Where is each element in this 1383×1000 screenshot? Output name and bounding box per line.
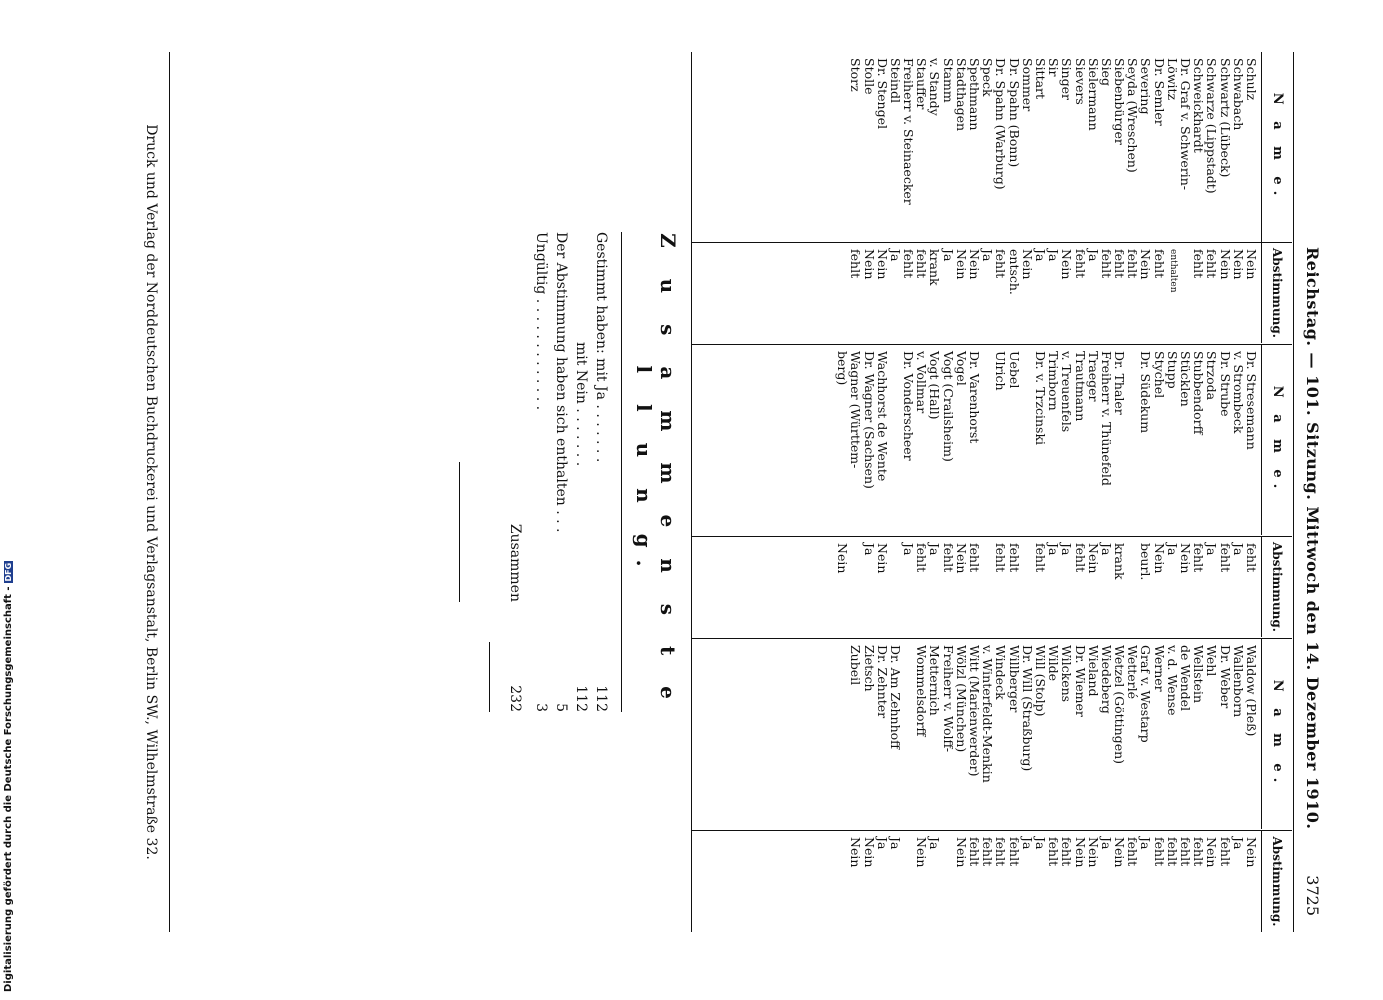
member-name: Stolle (861, 58, 877, 95)
member-name: Stamm (940, 58, 956, 103)
vote-header: Abstimmung. (1261, 537, 1292, 637)
side-note-container (0, 562, 20, 1000)
member-vote: fehlt (1178, 837, 1194, 867)
summary-row (569, 232, 589, 712)
summary-total-value: 232 (507, 685, 523, 712)
printer-footer: Druck und Verlag der Norddeutschen Buchdruckerei und Verlagsanstalt, Berlin SW., Wilhelmstraße 32. (143, 52, 170, 932)
member-name: Witt (Marienwerder) (967, 645, 983, 777)
member-vote: Ja (901, 543, 917, 556)
member-vote (1021, 543, 1034, 631)
member-name: Wachhorst de Wente (874, 351, 890, 482)
member-name: Seyda (Wreschen) (1125, 58, 1141, 173)
member-name: Wetterlé (1125, 645, 1141, 700)
summary-label: Der Abstimmung haben sich enthalten . . . (553, 232, 569, 533)
member-vote: fehlt (1098, 249, 1114, 279)
member-name: Schweickhardt (1191, 58, 1207, 153)
member-vote: Ja (1098, 837, 1114, 850)
member-name: Windeck (993, 645, 1009, 700)
member-vote: fehlt (1006, 837, 1022, 867)
member-name: Waldow (Pleß) (1244, 645, 1259, 737)
member-name: Spethmann (967, 58, 983, 131)
member-name: de Wendel (1178, 645, 1194, 712)
member-vote: fehlt (1204, 249, 1220, 279)
member-name: Severing (1138, 58, 1154, 115)
member-vote: Ja (927, 837, 943, 850)
side-note-text: Digitalisierung gefördert durch die Deutsche Forschungsgemeinschaft - (3, 586, 14, 992)
member-vote: Ja (1204, 543, 1220, 556)
member-name: Stupp (1164, 351, 1180, 389)
col2-names (692, 345, 1292, 535)
member-vote: Ja (1098, 543, 1114, 556)
member-vote: Ja (1085, 249, 1101, 262)
member-name: Freiherr v. Steinaecker (901, 58, 917, 205)
member-vote: fehlt (1112, 249, 1128, 279)
member-vote: fehlt (967, 837, 983, 867)
member-name: v. Vollmar (914, 351, 930, 414)
member-vote: Nein (1138, 249, 1154, 280)
member-name: Dr. Thaler (1112, 351, 1128, 415)
member-name: Singer (1059, 58, 1075, 100)
member-vote: Nein (1230, 249, 1246, 280)
member-name: Sieg (1098, 58, 1114, 86)
member-vote: Nein (953, 837, 969, 868)
member-name: Löwitz (1164, 58, 1180, 101)
member-vote: Ja (1033, 837, 1048, 850)
member-vote: Ja (940, 249, 956, 262)
member-vote: fehlt (1046, 837, 1062, 867)
member-name: Sir (1046, 58, 1062, 77)
member-vote: fehlt (993, 249, 1009, 279)
member-name: Metternich (927, 645, 943, 716)
summary-total-row (501, 232, 523, 712)
member-name: Steindl (887, 58, 903, 104)
member-vote: fehlt (980, 837, 996, 867)
member-vote: Ja (887, 249, 903, 262)
member-name: Wiedeberg (1098, 645, 1114, 714)
member-name: Wehl (1204, 645, 1220, 677)
summary-label: Ungültig . . . . . . . . . . . . . (533, 232, 549, 411)
member-vote: Ja (1033, 249, 1048, 262)
member-name: Sielermann (1085, 58, 1101, 131)
member-name: Wieland (1085, 645, 1101, 697)
member-vote: fehlt (1072, 543, 1088, 573)
member-vote (889, 543, 902, 631)
member-name: Dr. Spahn (Warburg) (993, 58, 1009, 190)
member-name: Werner (1151, 645, 1167, 692)
name-header: N a m e. (1261, 639, 1292, 829)
member-name: Zietsch (861, 645, 877, 692)
member-vote: Nein (1217, 249, 1233, 280)
member-vote (902, 837, 915, 926)
member-name: Dr. Graf v. Schwerin- (1178, 58, 1194, 191)
member-name: v. Standy (927, 58, 943, 116)
member-name: Dr. Weber (1217, 645, 1233, 709)
member-vote: fehlt (1059, 837, 1075, 867)
member-vote: fehlt (1191, 249, 1207, 279)
member-vote (942, 837, 955, 926)
member-vote: Nein (953, 249, 969, 280)
member-name: Trautmann (1072, 351, 1088, 422)
member-vote: Nein (848, 837, 864, 868)
member-vote: krank (927, 249, 943, 286)
page-header (1293, 52, 1330, 932)
member-name: v. Winterfeldt-Menkin (980, 645, 996, 783)
summary-total-label: Zusammen (507, 523, 523, 602)
summary-value: 3 (533, 703, 549, 712)
vote-table (691, 52, 1292, 932)
member-name: Freiherr v. Wolff- (940, 645, 956, 753)
member-vote: fehlt (1033, 543, 1048, 573)
member-vote: Nein (1204, 837, 1220, 868)
member-name (981, 351, 994, 529)
member-vote: entsch. (1006, 249, 1022, 295)
member-vote: fehlt (967, 543, 983, 573)
member-vote: fehlt (1072, 249, 1088, 279)
member-name: Dr. Strube (1217, 351, 1233, 417)
member-vote (981, 543, 994, 631)
summary-title: Z u s a m m e n s t e l l u n g. (632, 233, 680, 711)
member-vote: fehlt (1125, 837, 1141, 867)
col3-names (692, 639, 1292, 829)
member-vote: Ja (1230, 543, 1246, 556)
member-vote: Ja (1138, 837, 1154, 850)
summary-section (501, 232, 680, 712)
member-vote: Nein (874, 249, 890, 280)
member-name: Schwartz (Lübeck) (1217, 58, 1233, 178)
col2-votes (692, 537, 1292, 637)
member-vote: fehlt (1006, 543, 1022, 573)
member-vote: fehlt (993, 837, 1009, 867)
member-vote: fehlt (901, 249, 917, 279)
member-vote: Ja (887, 837, 903, 850)
name-header: N a m e. (1261, 52, 1292, 242)
page-number: 3725 (1303, 875, 1322, 916)
col1-names (692, 52, 1292, 242)
member-vote: Nein (1072, 837, 1088, 868)
member-name: Traeger (1085, 351, 1101, 402)
member-name: Sievers (1072, 58, 1088, 105)
member-name: Wagner (Württem- (848, 351, 864, 469)
member-vote: fehlt (1151, 837, 1167, 867)
member-name: Dr. Südekum (1138, 351, 1154, 434)
rotated-page-content (60, 52, 1330, 952)
summary-label: mit Nein . . . . . . . (573, 342, 589, 467)
member-vote: fehlt (993, 543, 1009, 573)
member-name: Will (Stolp) (1033, 645, 1048, 717)
member-name: Siebenbürger (1112, 58, 1128, 145)
member-name: berg) (835, 351, 851, 386)
member-name: Dr. Spahn (Bonn) (1006, 58, 1022, 168)
member-name: Freiherr v. Thünefeld (1098, 351, 1114, 486)
name-header: N a m e. (1261, 345, 1292, 535)
member-name: Wetzel (Göttingen) (1112, 645, 1128, 765)
member-name: Vogt (Crailsheim) (940, 351, 956, 462)
member-vote: Nein (914, 837, 930, 868)
member-name: Wellstein (1191, 645, 1207, 704)
member-name: Trimborn (1046, 351, 1062, 411)
member-vote: Ja (1046, 249, 1062, 262)
member-name: Sittart (1033, 58, 1048, 100)
member-name: Dr. Semler (1151, 58, 1167, 126)
member-name: Wallenborn (1230, 645, 1246, 718)
member-name: Wölzl (München) (953, 645, 969, 753)
member-name: Schwarze (Lippstadt) (1204, 58, 1220, 194)
member-name: Dr. Wagner (Sachsen) (861, 351, 877, 489)
member-vote: fehlt (914, 543, 930, 573)
member-vote: Ja (1046, 543, 1062, 556)
summary-row (589, 232, 609, 712)
member-name: Dr. Zehnter (874, 645, 890, 719)
member-vote: Nein (861, 837, 877, 868)
member-vote: fehlt (1151, 249, 1167, 279)
member-vote: Nein (953, 543, 969, 574)
member-name: Wilde (1046, 645, 1062, 682)
vote-header: Abstimmung. (1261, 831, 1292, 932)
member-vote: fehlt (1244, 543, 1259, 573)
member-vote: krank (1112, 543, 1128, 580)
member-name: Stadthagen (953, 58, 969, 132)
member-vote: fehlt (1191, 543, 1207, 573)
member-name (902, 645, 915, 823)
divider-rule (459, 462, 460, 602)
member-vote (1126, 543, 1139, 631)
member-name: Dr. Am Zehnhoff (887, 645, 903, 750)
member-name: Stubbendorff (1191, 351, 1207, 435)
member-vote: Nein (1112, 837, 1128, 868)
member-name: Dr. Vonderscheer (901, 351, 917, 461)
member-vote: Nein (1085, 837, 1101, 868)
summary-row (529, 232, 549, 712)
member-name: Ulrich (993, 351, 1009, 391)
member-name: Dr. Stresemann (1244, 351, 1259, 450)
member-vote: fehlt (1217, 543, 1233, 573)
col1-votes (692, 243, 1292, 343)
summary-value: 112 (573, 685, 589, 712)
member-vote: fehlt (1164, 837, 1180, 867)
member-vote: Nein (1244, 249, 1259, 280)
member-name: v. Treuenfels (1059, 351, 1075, 433)
col3-votes (692, 831, 1292, 932)
member-vote: fehlt (1191, 837, 1207, 867)
member-vote: enthalten (1167, 249, 1178, 293)
member-vote: Nein (874, 543, 890, 574)
member-name: v. Strombeck (1230, 351, 1246, 434)
member-name: v. d. Wense (1164, 645, 1180, 716)
member-vote: Nein (1085, 543, 1101, 574)
member-vote: beurl. (1138, 543, 1154, 581)
member-name: Dr. Wiemer (1072, 645, 1088, 717)
member-name: Stychel (1151, 351, 1167, 399)
member-vote (1179, 249, 1192, 337)
member-name: Schulz (1244, 58, 1259, 101)
member-vote: Nein (1151, 543, 1167, 574)
member-name: Wommelsdorff (914, 645, 930, 737)
member-vote: Nein (1178, 543, 1194, 574)
member-vote: Ja (980, 249, 996, 262)
member-vote: Ja (874, 837, 890, 850)
member-vote: Ja (861, 543, 877, 556)
side-note (3, 561, 14, 992)
member-name: Schwabach (1230, 58, 1246, 131)
member-name: Wilckens (1059, 645, 1075, 703)
member-name: Vogel (953, 351, 969, 386)
member-name: Zubeil (848, 645, 864, 686)
member-vote: Ja (1059, 543, 1075, 556)
member-vote: fehlt (1125, 249, 1141, 279)
summary-row (549, 232, 569, 712)
member-name: Dr. Varenhorst (967, 351, 983, 444)
member-name: Graf v. Westarp (1138, 645, 1154, 743)
member-name: Willberger (1006, 645, 1022, 713)
member-vote: Nein (1244, 837, 1259, 868)
dfg-logo: DFG (4, 562, 13, 582)
member-name: Storz (848, 58, 864, 92)
member-name: Dr. Will (Straßburg) (1019, 645, 1035, 772)
member-vote: fehlt (1217, 837, 1233, 867)
member-vote: Ja (927, 543, 943, 556)
summary-label: Gestimmt haben: mit Ja . . . . . . . (593, 232, 609, 463)
member-name (889, 351, 902, 529)
member-vote: Ja (1164, 543, 1180, 556)
member-vote: Nein (1059, 249, 1075, 280)
member-name: Strzoda (1204, 351, 1220, 401)
member-name: Speck (980, 58, 996, 97)
page-title: Reichstag. — 101. Sitzung. Mittwoch den 14. Dezember 1910. (1303, 247, 1322, 830)
member-vote: Nein (861, 249, 877, 280)
member-name: Vogt (Hall) (927, 351, 943, 420)
member-name: Uebel (1006, 351, 1022, 389)
member-name (1126, 351, 1139, 529)
member-name: Stauffer (914, 58, 930, 110)
member-vote: Ja (1230, 837, 1246, 850)
member-name: Sommer (1019, 58, 1035, 112)
vote-header: Abstimmung. (1261, 243, 1292, 343)
member-vote: Nein (1019, 249, 1035, 280)
member-name: Stücklen (1178, 351, 1194, 407)
member-vote: fehlt (940, 543, 956, 573)
summary-value: 5 (553, 703, 569, 712)
member-name: Dr. Stengel (874, 58, 890, 130)
member-name: Dr. v. Trzcinski (1033, 351, 1048, 446)
member-vote: Nein (967, 249, 983, 280)
member-vote: fehlt (848, 249, 864, 279)
member-vote: Nein (835, 543, 851, 574)
summary-value: 112 (593, 685, 609, 712)
member-vote: fehlt (914, 249, 930, 279)
member-name (1021, 351, 1034, 529)
member-vote: Ja (1019, 837, 1035, 850)
member-vote (849, 543, 862, 631)
